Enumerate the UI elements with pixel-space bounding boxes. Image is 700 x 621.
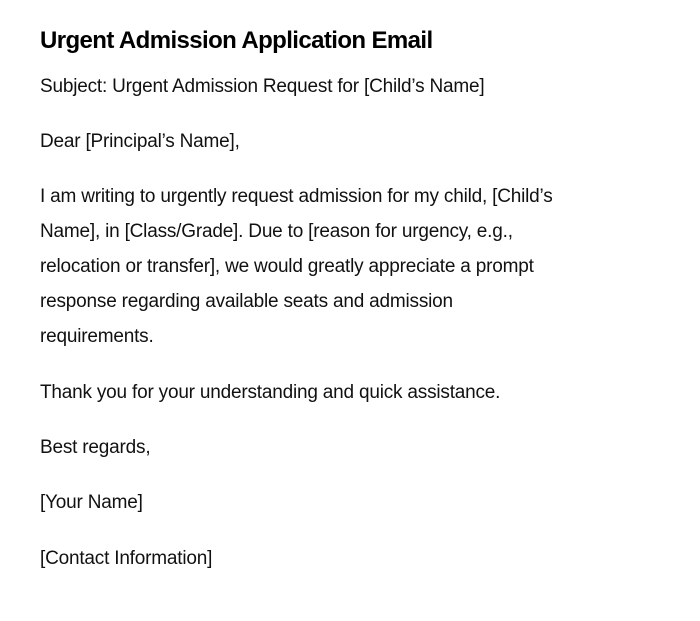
greeting-line: Dear [Principal’s Name], xyxy=(40,131,240,152)
body-line: I am writing to urgently request admission for my child, [Child’s xyxy=(40,186,553,207)
subject-line: Subject: Urgent Admission Request for [Child’s Name] xyxy=(40,76,485,97)
body-paragraph xyxy=(40,179,650,354)
page-title: Urgent Admission Application Email xyxy=(40,27,433,54)
signature-contact: [Contact Information] xyxy=(40,548,213,569)
body-line: response regarding available seats and admission xyxy=(40,291,453,312)
thanks-line: Thank you for your understanding and quick assistance. xyxy=(40,382,501,403)
body-line: relocation or transfer], we would greatly appreciate a prompt xyxy=(40,256,534,277)
body-line: requirements. xyxy=(40,326,154,347)
body-line: Name], in [Class/Grade]. Due to [reason for urgency, e.g., xyxy=(40,221,513,242)
signature-name: [Your Name] xyxy=(40,492,143,513)
closing-line: Best regards, xyxy=(40,437,151,458)
